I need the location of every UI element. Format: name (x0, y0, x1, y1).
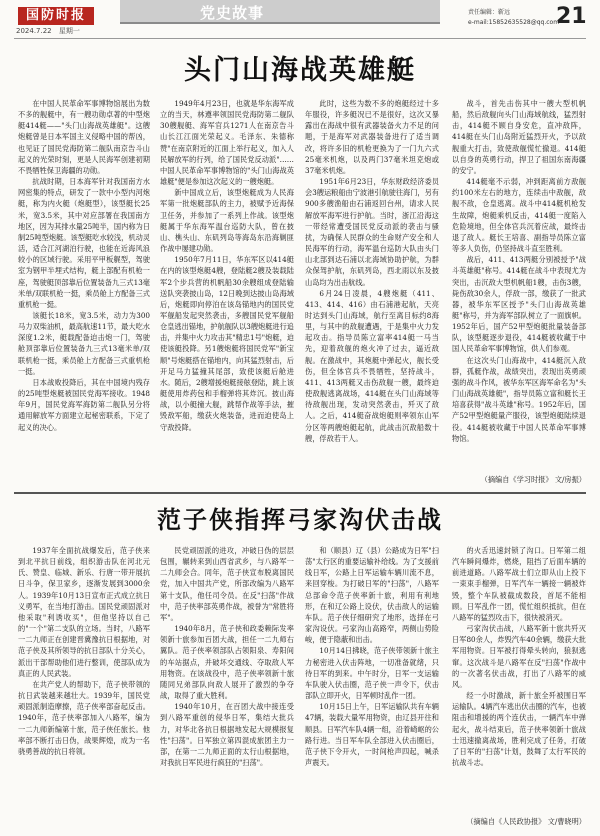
editor-info (468, 8, 559, 28)
article2-column-4 (452, 545, 586, 815)
section-banner (120, 0, 440, 22)
paragraph: 战后，411、413两艇分别被授予"战斗英雄艇"称号。414艇在战斗中表现尤为突出，击沉敌大型机帆船1艘，击伤3艘，毙伤敌30余人，俘敌一部，缴获了一批武器，被华东军区授予"头门山海战英雄艇"称号，并为海军部队树立了一面旗帜。1952年后，国产52甲型炮艇批量装备部队，该型艇逐步退役，414艇被收藏于中国人民革命军事博物馆，供人们参观。 (452, 255, 586, 354)
paragraph: 战斗，首先击伤其中一艘大型机帆船，然后敌舰向头门山海域航线，猛烈射击，414艇不顾自身安危，直冲敌阵，414艇在头门山岛附近猛烈开火，予以敌舰重大打击，致使敌舰慌忙撤退。414艇以自身的英勇行动，捍卫了祖国东南海疆的安宁。 (452, 99, 586, 175)
paragraph: 1940年8月，范子侠和政委赖际发率领新十旅参加百团大战，担任一二九师右翼队。范子侠率领部队占领阳泉、寿阳间的车站据点，并破坏交通线、夺取敌人军用物资。在该战役中，范子侠率领新十旅随同兄弟部队向敌人展开了激烈的争夺战，取得了重大胜利。 (160, 624, 294, 701)
section-title: 党史故事 (200, 4, 265, 22)
paragraph: 抗战时期，日本海军针对我国南方水网密集的特点，研发了一款中小型内河炮艇，称为内火艇（炮艇型），该型艇长25米，宽3.5米，其中对应部署在我国南方地区，因为其排水量25吨半，国内称为日制25吨型炮艇。该型艇吃水较浅，机动灵活，适合江河湖泊行驶，也能在近海风浪较小的区域行驶。采用平甲板艉型，驾驶室为钢甲半埋式结构，艇上部配有机枪一座，驾驶艇顶部靠后位置装备九三式13毫米单/双联机枪一挺，乘员舱上方配备三式重机枪一挺。 (18, 177, 150, 309)
paragraph: 在这次头门山海战中，414艇沉入敌群，孤艇作战，战绩突出，表现出英勇顽强的战斗作风，被华东军区海军命名为"头门山海战英雄艇"，指导员陈立富和艇长王培喜获得"战斗英雄"称号。1952年后，国产52甲型炮艇量产服役，该型炮艇陆续退役。414艇被收藏于中国人民革命军事博物馆。 (452, 355, 586, 443)
paragraph: 1949年4月23日，也就是华东海军成立的当天，林遵率领国民党海防第二舰队30艘舰艇、海军官兵1271人在南京告斗山长江江面光荣起义。毛泽东、朱德称赞"在南京附近的江面上举行起义，加入人民解放军的行列，给了国民党反动派"……中国人民革命军事博物馆的"头门山海战英雄艇"便是参加这次起义的一艘炮艇。 (160, 99, 294, 187)
newspaper-logo: 国防时报 (18, 7, 94, 25)
paragraph: 在共产党人的帮助下，范子侠带领的抗日武装越来越壮大。1939年，国民党顽固派制造摩擦，范子侠率部奋起反击。1940年，范子侠率部加入八路军，编为一二九师新编第十旅，范子侠任旅长。他率部不断打击日伪，战果辉煌，成为一名骁勇善战的抗日将领。 (18, 679, 150, 756)
page-header (0, 0, 600, 36)
article1-column-2 (160, 98, 294, 481)
weekday-text: 星期一 (58, 27, 80, 35)
paragraph: 民党顽固派的进攻，冲破日伪的层层包围，辗转来到山西省武乡，与八路军一二九师会合。同年，范子侠宣布脱离国民党，加入中国共产党，所部改编为八路军第十支队，他任司令员。在反"扫荡"作战中，范子侠率部英勇作战，被誉为"常胜将军"。 (160, 546, 294, 622)
article2-title: 范子侠指挥弓家沟伏击战 (157, 506, 443, 534)
paragraph: 10月14日拂晓，范子侠带领新十旅主力秘密进入伏击阵地，一切准备就绪，只待日军的到来。中午时分，日军一支运输车队驶入伏击圈，范子侠一声令下，伏击部队立即开火，日军顿时乱作一团。 (305, 646, 439, 701)
paragraph: 经一小时激战，新十旅全歼被围日军运输队。4辆汽车逃出伏击圈的汽车，也被阻击和增援的两个连伏击，一辆汽车中弹起火，战斗结束后，范子侠率领新十旅战士迅速撤离战场，胜利完成了任务，打破了日军的"扫荡"计划，鼓舞了太行军民的抗战斗志。 (452, 691, 586, 767)
paragraph: 日本战败投降后，其在中国境内残存的25吨型炮艇被国民党海军接收。1948年9月，国民党海军海防第二舰队另分将通用解放军方面建立起秘密联系，下定了起义的决心。 (18, 377, 150, 432)
paragraph: 和（顺县）辽（县）公路成为日军"扫荡"太行区的重要运输补给线。为了支援前线日军，公路上日军运输车辆川流不息，来回穿梭。为打破日军的"扫荡"，八路军总部命令范子侠率新十旅，利用有利地形，在和辽公路上设伏，伏击敌人的运输车队。范子侠仔细研究了地形，选择在弓家沟设伏。弓家沟山高路窄，两侧山势险峻，便于隐蔽和出击。 (305, 546, 439, 645)
article1-title: 头门山海战英雄艇 (184, 55, 416, 86)
paragraph: 1951年6月23日，华东财政经济委员会3艘运粮船由宁波港引航驶往海门，另有900多艘渔船由石浦返回台州，请求人民解放军海军进行护航。当时，浙江沿海这一带经常遭受国民党反动派的袭击与骚扰，为确保人民群众的生命财产安全和人民海军的行动，海军温台巡防大队由头门山北部到达石浦以北海域协助护航，为群众保驾护航，东矶列岛，西北雨以东及披山岛均为出击航线。 (305, 177, 439, 287)
paragraph: 在中国人民革命军事博物馆展出为数不多的舰艇中，有一艘功勋卓著的中型炮艇414艇——"头门山海战英雄艇"。这艘炮艇曾是日本军国主义侵略中国的帮凶，也见证了国民党海防第二舰队南京告斗山起义的光荣时刻，更是人民海军创建初期不畏牺牲保卫海疆的功勋。 (18, 99, 150, 175)
paragraph: 此时，这些为数不多的炮艇经过十多年服役，许多艇况已不是很好，这次又暴露出在海战中很有武器装备火力不足的问题，于是海军对武器装备进行了适当调改，将许多旧的机枪更换为了一门九六式25毫米机炮，以及两门37毫米坦克炮或37毫米机炮。 (305, 99, 439, 175)
article1-source-box (452, 474, 586, 486)
article2-column-1 (18, 545, 150, 829)
article1-column-3 (305, 98, 439, 481)
issue-date (16, 26, 85, 36)
editor-name: 责任编辑：靳远 (468, 9, 511, 16)
paragraph: 1937年全面抗战爆发后，范子侠来到北平抗日前线，组织游击队在河北元氏、赞皇、临城、新乐、行唐一带开展抗日斗争，保卫家乡，逐渐发展到3000余人。1939年10月13日宣布正式成立抗日义勇军，在当地打游击。国民党顽固派对他采取"利诱收买"，但他坚持以自己的"一个"第二支队的立场。当时，八路军一二九师正在创建晋冀豫抗日根据地，对范子侠及其所领导的抗日部队十分关心，派出干部帮助他们进行整训，使部队成为真正的人民武装。 (18, 546, 150, 678)
header-rule (14, 38, 586, 39)
article1-source: （摘编自《学习时报》 文/房振） (480, 475, 586, 484)
article2-column-2 (160, 545, 294, 829)
paragraph: 10月15日上午，日军运输队共有车辆47辆，装载大量军用物资，由辽县开往和顺县。日军汽车队4辆一组，沿着崎岖的公路行进。当日军车队全部进入伏击圈后，范子侠下令开火，一时间枪声四起，喊杀声震天。 (305, 702, 439, 767)
article2-source: （摘编自《人民政协报》 文/曹晓明） (466, 817, 586, 826)
article-divider (14, 492, 586, 494)
article1-column-1 (18, 98, 150, 481)
paragraph: 1950年7月11日，华东军区以414艇在内的该型炮艇4艘，登陆艇2艘及装载陆军2个步兵营的机帆船30余艘组成登陆输送队突袭披山岛，12日晚到达披山岛海域后，炮艇即向停泊在该岛锚地内的国民党军舰船发起突然袭击，多艘国民党军舰船仓皇逃出锚地，护航舰队以3艘炮艇进行追击，并集中火力攻击其"精忠1号"炮艇，迫使该艇投降。另1艘炮艇将国民党军"新宝顺"号炮艇搭在锚地内，向其猛烈射击，后开足马力猛撞其尾部，致使该艇后舱进水。随后，2艘增援炮艇接舷登陆，跳上该艇使用炸药包和手榴弹将其炸沉。披山海战，以小艇撞大舰，跳帮作战等手法，摧毁敌军船，缴获火炮装备，进而迫使岛上守敌投降。 (160, 255, 294, 432)
paragraph: 6月24日凌晨，4艘炮艇（411、413、414、416）由石浦港起航，天亮时达到头门山海域，航行至离目标约8海里，与其中的敌舰遭遇，于是集中火力发起攻击。指导员陈立富率414艇一马当先，迎着敌舰的炮火冲了过去，逼近敌舰。在激战中，其炮艇中弹起火，舰长受伤，但全体官兵不畏牺牲，坚持战斗，411、413两艇又击伤敌舰一艘，最终迫使敌舰逃离战场，414艇在头门山海域等待敌舰出现，发动突然袭击，歼灭了敌人。之后，414艇奋战炮艇则率领东山军分区等两艘炮艇起航，此战击沉敌船数十艘，俘敌若干人。 (305, 288, 439, 443)
article1-column-4 (452, 98, 586, 474)
editor-email: e-mail:15852635528@qq.com (468, 19, 560, 26)
page-number: 21 (556, 4, 587, 29)
paragraph: 414艇毫不示弱，冲到距离前方敌舰约100米左右的地方，连续击中敌舰，敌舰不敌，仓皇逃离。战斗中414艇机枪发生故障，炮艇乘机反击，414艇一度陷入危险境地，但全体官兵沉着应战，最终击退了敌人。艇长王培喜、副指导员陈立富等多人负伤，仍坚持战斗直至胜利。 (452, 177, 586, 254)
date-text: 2024.7.22 (16, 27, 52, 35)
article2-source-box (452, 816, 586, 828)
article2-column-3 (305, 545, 439, 829)
paragraph: 该艇长18米，宽3.5米，动力为300马力双柴油机，最高航速11节，最大吃水深度1.2米，艇载配备迫击炮一门，驾驶舱顶部靠后位置装备九三式13毫米单/双联机枪一挺，乘员舱上方配备三式重机枪一挺。 (18, 310, 150, 376)
paragraph: 新中国成立后，该型炮艇成为人民海军第一批炮艇部队的主力，被赋予近海保卫任务，并参加了一系列上作战。该型炮艇属于华东海军温台巡防大队，曾在披山、樵头山、东矶列岛等海岛东沿海剿匪作战中屡建功勋。 (160, 188, 294, 254)
paragraph: 1940年10月，在百团大战中接连受到八路军重创的侵华日军，集结大批兵力，对华北各抗日根据地发起大规模报复性"扫荡"。日军独立第四混成旅团主力一部，在第一二九师正面的太行山根据地，对我抗日军民进行疯狂的"扫荡"。 (160, 702, 294, 767)
paragraph: 的火舌迅速封锁了沟口。日军第二组汽车瞬间爆炸，燃烧，阻挡了后面车辆的前进道路。八路军战士们立即从山上投下一束束手榴弹，日军汽车一辆接一辆被炸毁，整个车队被截成数段，首尾不能相顾。日军乱作一团，慌忙组织抵抗，但在八路军的猛烈攻击下，很快被消灭。 (452, 546, 586, 622)
paragraph: 弓家沟伏击战，八路军新十旅共歼灭日军80余人，炸毁汽车40余辆，缴获大批军用物资。日军被打得晕头转向，狼狈逃窜。这次战斗是八路军在反"扫荡"作战中的一次著名伏击战，打出了八路军的威风。 (452, 624, 586, 689)
